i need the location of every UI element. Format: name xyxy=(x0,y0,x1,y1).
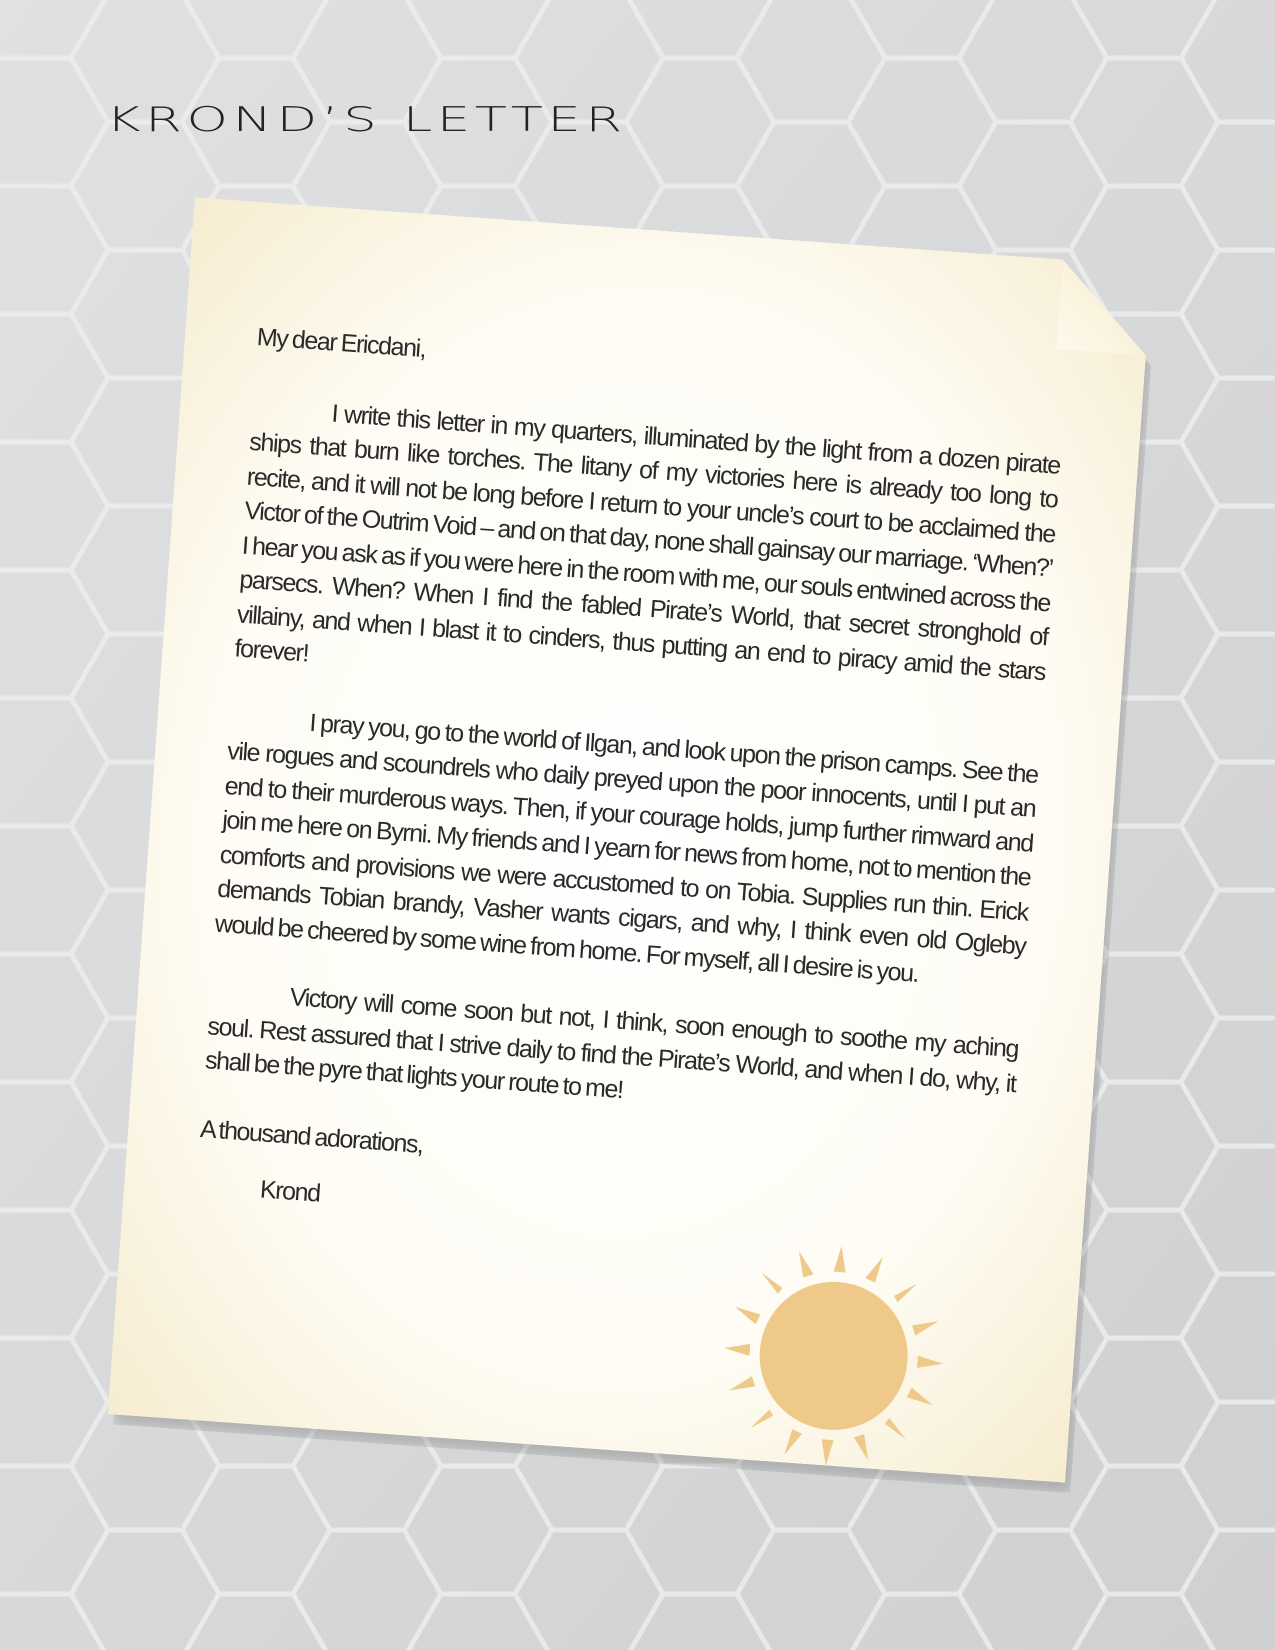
letter-salutation: My dear Ericdani, xyxy=(256,323,427,364)
letter-signature: Krond xyxy=(259,1175,321,1208)
letter-body xyxy=(195,320,1066,1260)
letter-closing: A thousand adorations, xyxy=(199,1114,424,1159)
sun-icon xyxy=(716,1238,951,1473)
letter-paragraph: I write this letter in my quarters, illuminated by the light from a dozen pirate ships that burn like torches. The litany of my victories here is already too long to recite, and it will not be long before I return to your uncle’s court to be acclaimed the Victor of the Outrim Void – and on that day, none shall gainsay our marriage. ‘When?’ I hear you ask as if you were here in the room with me, our souls entwined across the parsecs. When? When I find the fabled Pirate’s World, that secret stronghold of villainy, and when I blast it to cinders, thus putting an end to piracy amid the stars forever! xyxy=(233,399,1061,686)
page-title: KROND’S LETTER xyxy=(106,100,627,140)
folded-corner xyxy=(1056,259,1152,355)
letter-paragraph: I pray you, go to the world of Ilgan, and look upon the prison camps. See the vile rogues and scoundrels who daily preyed upon the poor innocents, until I put an end to their murderous ways. Then, if your courage holds, jump further rimward and join me here on Byrni. My friends and I yearn for news from home, not to mention the comforts and provisions we were accustomed to on Tobia. Supplies run thin. Erick demands Tobian brandy, Vasher wants cigars, and why, I think even old Ogleby would be cheered by some wine from home. For myself, all I desire is you. xyxy=(213,708,1039,988)
letter xyxy=(108,197,1153,1483)
letter-paragraph: Victory will come soon but not, I think, soon enough to soothe my aching soul. Rest assured that I strive daily to find the Pirate’s World, and when I do, why, it shall be the pyre that lights your route to me! xyxy=(204,983,1020,1105)
